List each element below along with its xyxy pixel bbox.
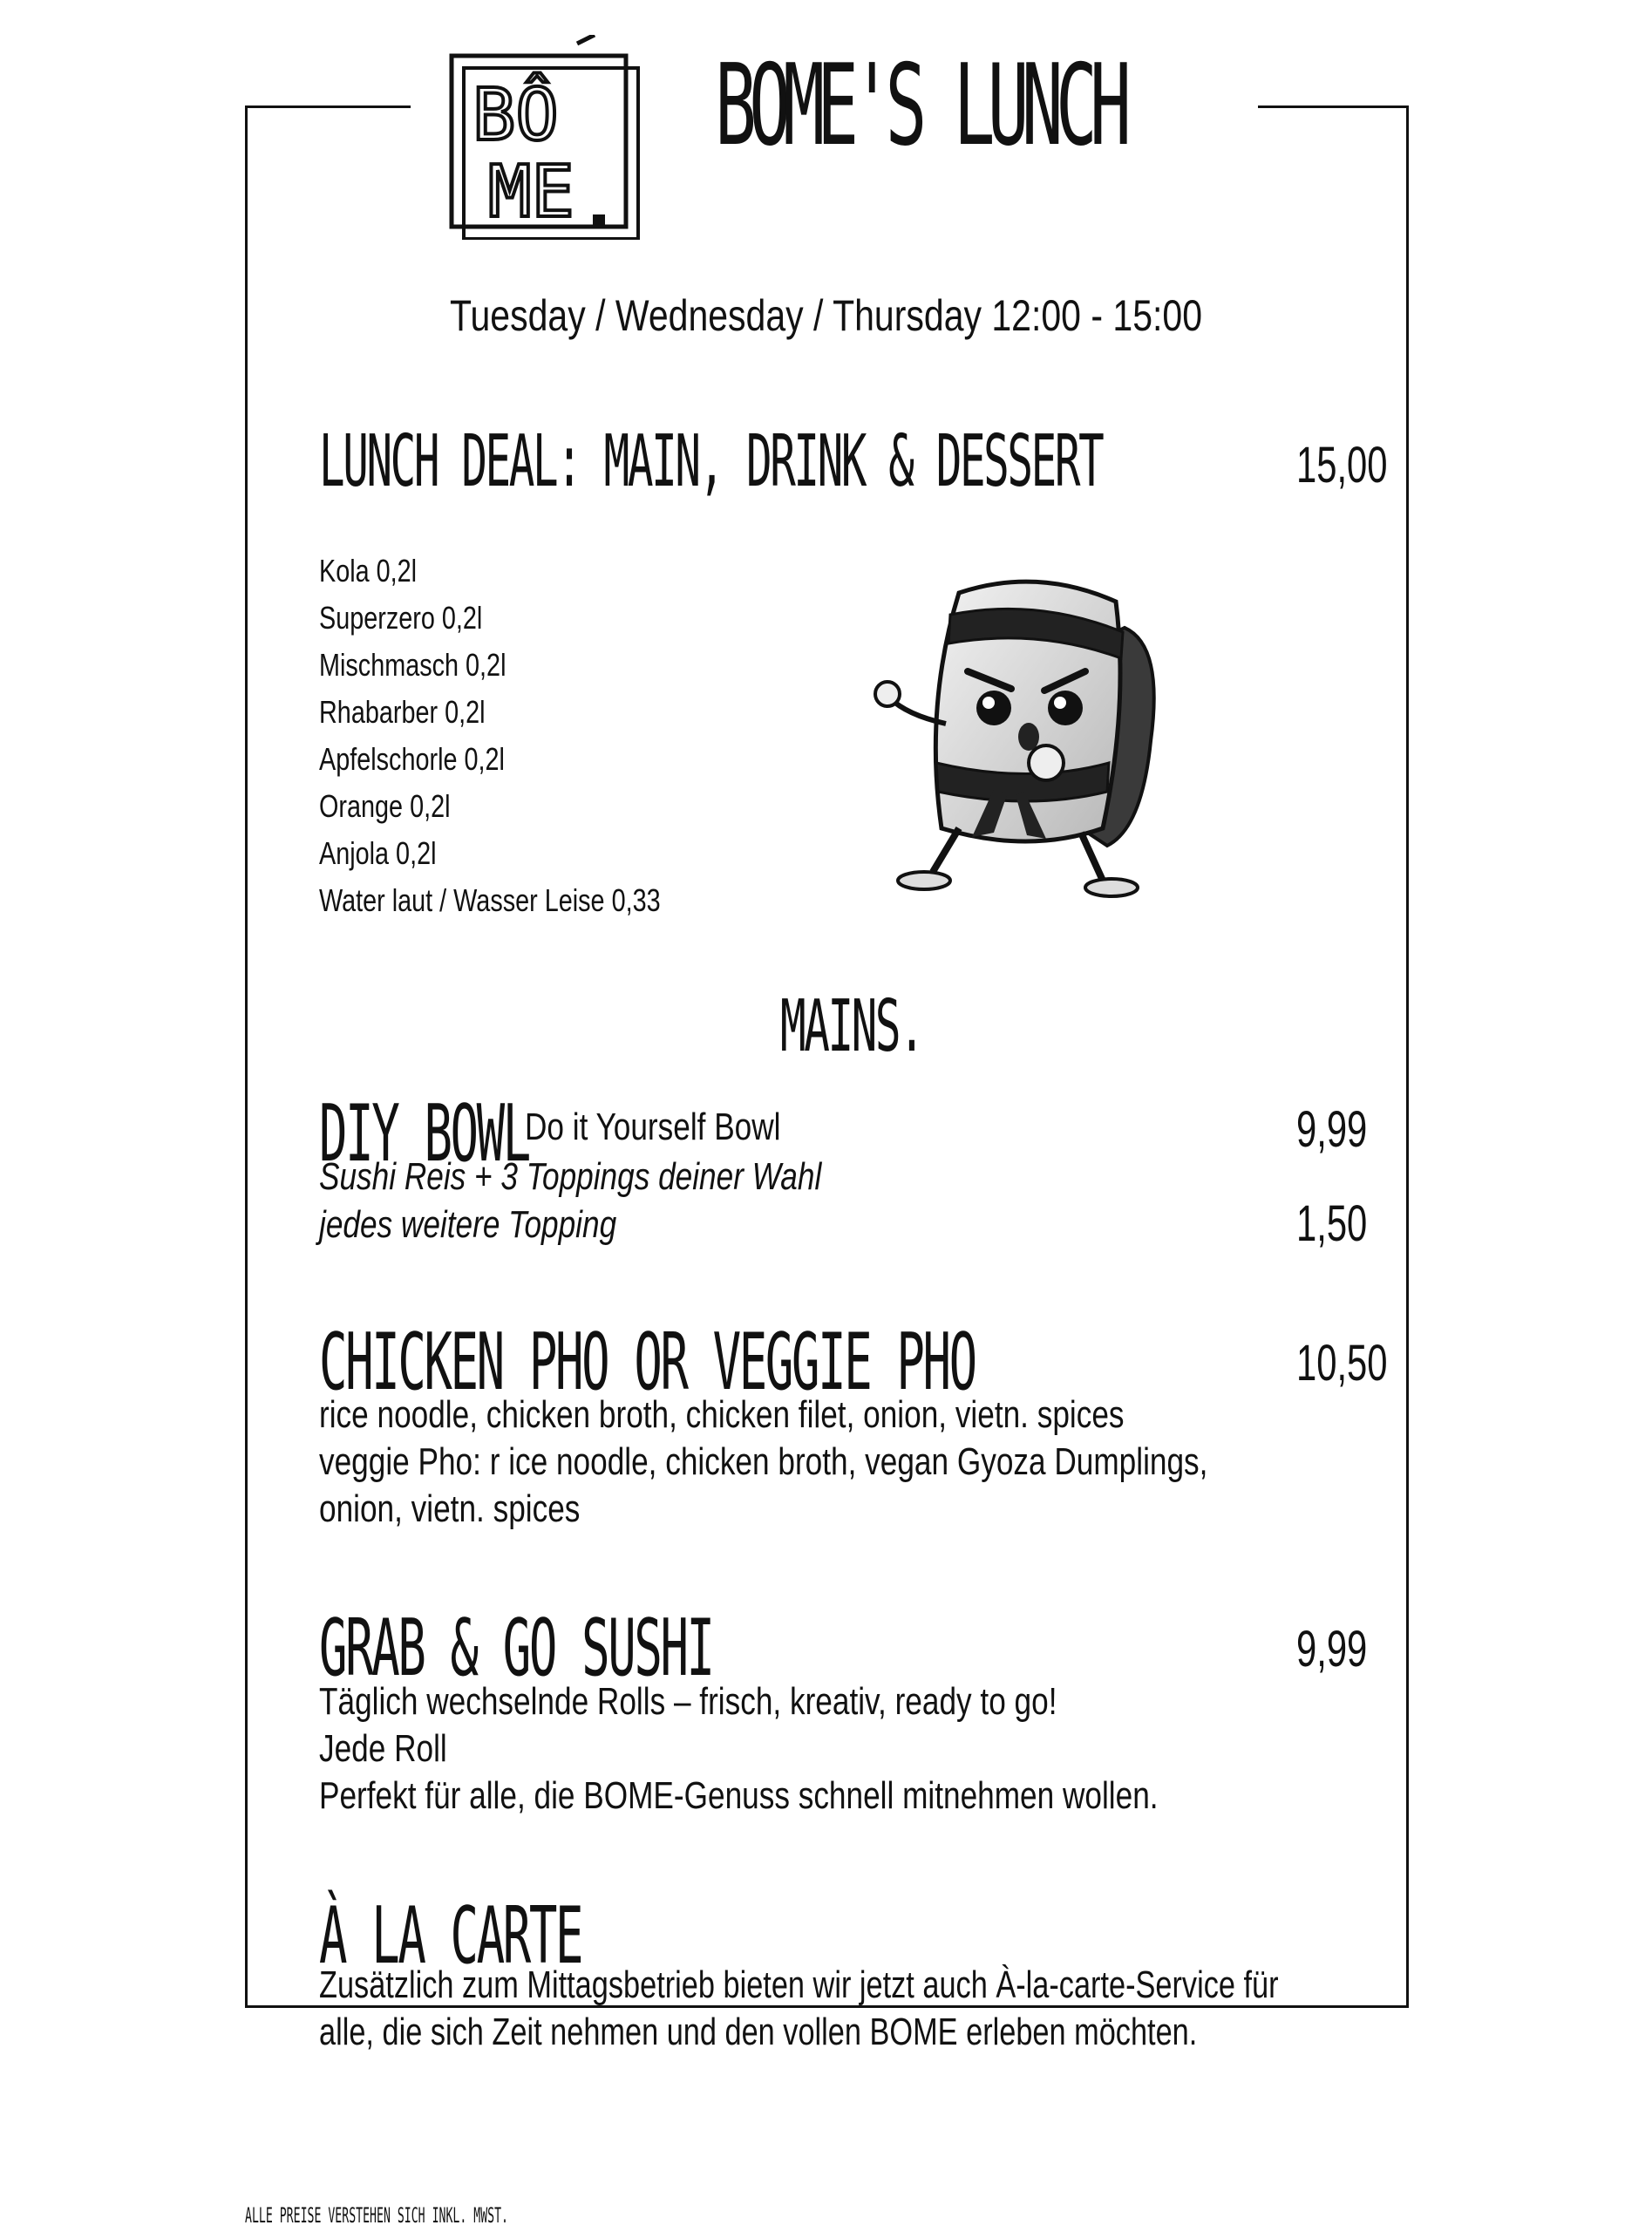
sushi-title: GRAB & GO SUSHI bbox=[319, 1603, 713, 1694]
frame-border-left bbox=[245, 105, 248, 2008]
extra-topping-price: 1,50 bbox=[1296, 1195, 1368, 1252]
svg-text:ME: ME bbox=[488, 151, 574, 234]
mains-heading: MAINS. bbox=[780, 985, 923, 1068]
page-title: BOME'S LUNCH bbox=[715, 41, 1125, 171]
diy-bowl-price: 9,99 bbox=[1296, 1101, 1368, 1158]
pho-price: 10,50 bbox=[1296, 1335, 1388, 1392]
sushi-price: 9,99 bbox=[1296, 1621, 1368, 1677]
vat-note: ALLE PREISE VERSTEHEN SICH INKL. MWST. bbox=[245, 2203, 508, 2228]
frame-border-top-left bbox=[245, 105, 411, 108]
sushi-mascot-illustration bbox=[863, 567, 1186, 907]
lunch-deal-price: 15,00 bbox=[1296, 437, 1388, 493]
pho-description-line-3: onion, vietn. spices bbox=[319, 1487, 581, 1530]
sushi-description-line-3: Perfekt für alle, die BOME-Genuss schnell mitnehmen wollen. bbox=[319, 1774, 1159, 1817]
list-item: Mischmasch 0,2l bbox=[319, 647, 506, 683]
frame-border-right bbox=[1406, 105, 1409, 2008]
a-la-carte-description-line-2: alle, die sich Zeit nehmen und den vollen BOME erleben möchten. bbox=[319, 2011, 1198, 2053]
list-item: Rhabarber 0,2l bbox=[319, 694, 486, 730]
list-item: Water laut / Wasser Leise 0,33 bbox=[319, 882, 661, 918]
diy-bowl-description: Sushi Reis + 3 Toppings deiner Wahl bbox=[319, 1155, 822, 1198]
diy-bowl-title: DIY BOWL bbox=[319, 1088, 529, 1180]
sushi-description-line-1: Täglich wechselnde Rolls – frisch, kreativ, ready to go! bbox=[319, 1680, 1057, 1723]
frame-border-top-right bbox=[1258, 105, 1409, 108]
diy-bowl-extra-topping: jedes weitere Topping bbox=[319, 1203, 617, 1246]
list-item: Apfelschorle 0,2l bbox=[319, 741, 505, 777]
list-item: Kola 0,2l bbox=[319, 553, 418, 589]
list-item: Anjola 0,2l bbox=[319, 835, 437, 871]
svg-text:BÔ: BÔ bbox=[472, 74, 559, 157]
list-item: Orange 0,2l bbox=[319, 788, 451, 824]
a-la-carte-title: À LA CARTE bbox=[319, 1890, 582, 1982]
pho-description-line-1: rice noodle, chicken broth, chicken filet, onion, vietn. spices bbox=[319, 1393, 1125, 1436]
lunch-deal-title: LUNCH DEAL: MAIN, DRINK & DESSERT bbox=[319, 420, 1103, 503]
list-item: Superzero 0,2l bbox=[319, 600, 483, 636]
bome-logo bbox=[446, 35, 654, 240]
a-la-carte-description-line-1: Zusätzlich zum Mittagsbetrieb bieten wir jetzt auch À-la-carte-Service für bbox=[319, 1963, 1279, 2006]
opening-hours: Tuesday / Wednesday / Thursday 12:00 - 15:00 bbox=[449, 291, 1203, 340]
sushi-description-line-2: Jede Roll bbox=[319, 1727, 447, 1770]
pho-title: CHICKEN PHO OR VEGGIE PHO bbox=[319, 1317, 976, 1408]
diy-bowl-subtitle: Do it Yourself Bowl bbox=[525, 1106, 781, 1148]
pho-description-line-2: veggie Pho: r ice noodle, chicken broth, vegan Gyoza Dumplings, bbox=[319, 1440, 1208, 1483]
drinks-list bbox=[319, 548, 661, 924]
